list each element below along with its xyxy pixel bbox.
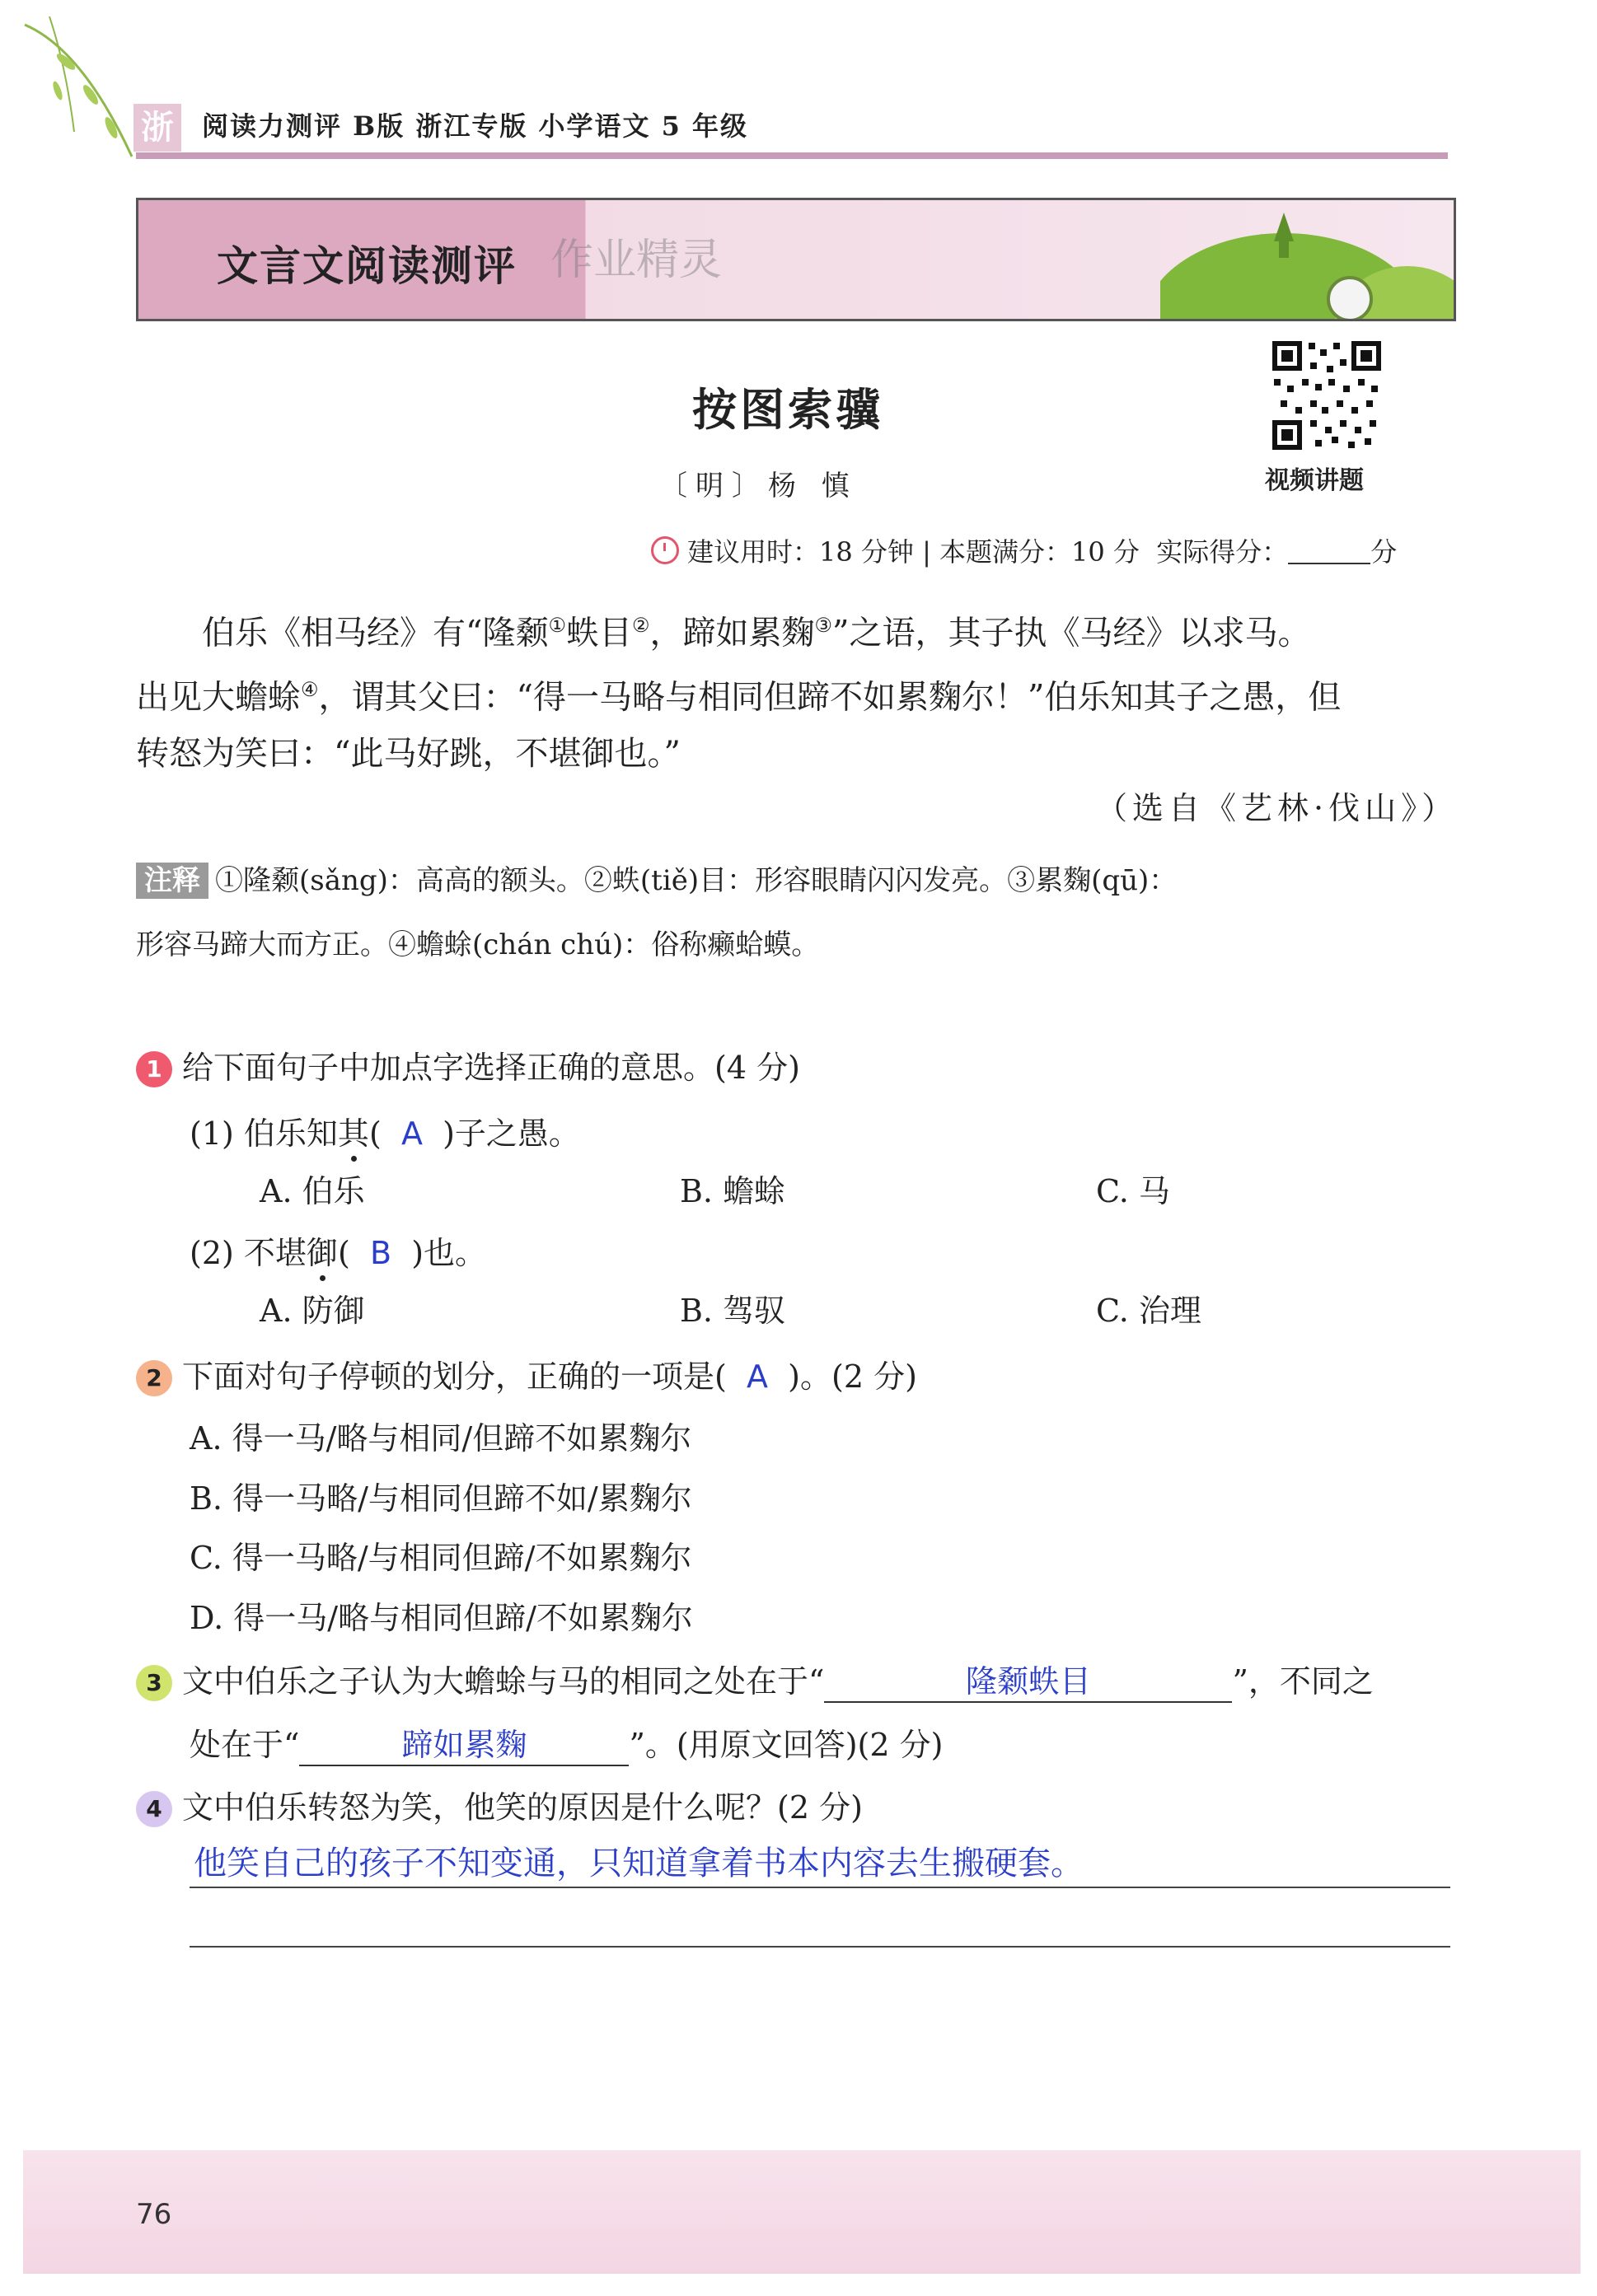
- question-number: 4: [136, 1791, 172, 1827]
- answer-line: [190, 1887, 1450, 1888]
- notes-tag: 注释: [136, 863, 208, 899]
- passage-source: （选自《艺林·伐山》）: [1096, 790, 1459, 826]
- answer[interactable]: A: [747, 1358, 768, 1395]
- section-title: 文言文阅读测评: [217, 241, 517, 290]
- footer-band: [23, 2150, 1581, 2274]
- question-3-cont: 处在于“ 蹄如累麴 ”。(用原文回答)(2 分): [190, 1719, 943, 1766]
- poem-title: 按图索骥: [692, 384, 883, 436]
- question-1-1: (1) 伯乐知其( A )子之愚。: [190, 1115, 580, 1152]
- score-unit: 分: [1370, 536, 1398, 568]
- question-4: 4 文中伯乐转怒为笑，他笑的原因是什么呢？(2 分): [136, 1782, 863, 1827]
- qr-label: 视频讲题: [1265, 466, 1364, 495]
- handwritten-answer[interactable]: 他笑自己的孩子不知变通，只知道拿着书本内容去生搬硬套。: [194, 1845, 1084, 1882]
- passage-line-2: 出见大蟾蜍④，谓其父曰：“得一马略与相同但蹄不如累麴尔！”伯乐知其子之愚，但: [136, 678, 1342, 717]
- suggested-time: 建议用时：18 分钟: [687, 536, 914, 568]
- question-1-2: (2) 不堪御( B )也。: [190, 1235, 487, 1271]
- question-3: 3 文中伯乐之子认为大蟾蜍与马的相同之处在于“ 隆颡蛈目 ”，不同之: [136, 1656, 1374, 1703]
- notes-text-1: ①隆颡(sǎng)：高高的额头。②蛈(tiě)目：形容眼睛闪闪发亮。③累麴(qū)：: [215, 864, 1178, 897]
- question-2: 2 下面对句子停顿的划分，正确的一项是( A )。(2 分): [136, 1351, 917, 1396]
- answer-line: [190, 1946, 1450, 1948]
- pagoda-hill-illustration: [1160, 208, 1454, 319]
- full-score: 本题满分：10 分: [939, 536, 1140, 568]
- option[interactable]: B. 得一马略/与相同但蹄不如/累麴尔: [190, 1480, 692, 1517]
- option[interactable]: A. 得一马/略与相同/但蹄不如累麴尔: [190, 1420, 692, 1457]
- notes: [136, 849, 1454, 977]
- passage-line-3: 转怒为笑曰：“此马好跳，不堪御也。”: [136, 735, 681, 773]
- answer-blank[interactable]: 蹄如累麴: [299, 1719, 629, 1766]
- actual-score-label: 实际得分：: [1156, 536, 1289, 568]
- section-banner: [136, 198, 1456, 321]
- answer[interactable]: B: [369, 1235, 392, 1271]
- option[interactable]: B. 蟾蜍: [680, 1173, 786, 1209]
- option[interactable]: C. 马: [1096, 1173, 1170, 1209]
- answer-blank[interactable]: 隆颡蛈目: [824, 1656, 1232, 1703]
- passage-line-1: 伯乐《相马经》有“隆颡①蛈目②，蹄如累麴③”之语，其子执《马经》以求马。: [202, 614, 1311, 652]
- qr-code-icon[interactable]: [1269, 338, 1384, 453]
- header-divider: [136, 152, 1448, 159]
- option[interactable]: C. 治理: [1096, 1293, 1201, 1329]
- question-number: 1: [136, 1051, 172, 1087]
- page-number: 76: [136, 2198, 172, 2231]
- willow-decoration: [16, 16, 140, 165]
- watermark: 作业精灵: [550, 236, 723, 285]
- dotted-char: 其: [337, 1115, 369, 1152]
- answer[interactable]: A: [400, 1115, 423, 1152]
- option[interactable]: B. 驾驭: [680, 1293, 786, 1329]
- book-title: 阅读力测评 B版 浙江专版 小学语文 5 年级: [202, 110, 749, 142]
- question-number: 2: [136, 1360, 172, 1396]
- poem-author: 〔明〕杨 慎: [659, 470, 858, 503]
- option[interactable]: A. 防御: [260, 1293, 365, 1329]
- question-1: 1 给下面句子中加点字选择正确的意思。(4 分): [136, 1042, 800, 1087]
- clock-icon: [651, 536, 679, 564]
- option[interactable]: C. 得一马略/与相同但蹄/不如累麴尔: [190, 1540, 692, 1576]
- dotted-char: 御: [306, 1235, 338, 1271]
- option[interactable]: D. 得一马/略与相同但蹄/不如累麴尔: [190, 1600, 693, 1636]
- notes-text-2: 形容马蹄大而方正。④蟾蜍(chán chú)：俗称癞蛤蟆。: [136, 928, 820, 961]
- province-badge: 浙: [133, 104, 181, 152]
- score-blank[interactable]: [1288, 540, 1370, 564]
- question-number: 3: [136, 1665, 172, 1701]
- option[interactable]: A. 伯乐: [260, 1173, 365, 1209]
- meta-line: 建议用时：18 分钟 | 本题满分：10 分 实际得分： 分: [651, 531, 1397, 569]
